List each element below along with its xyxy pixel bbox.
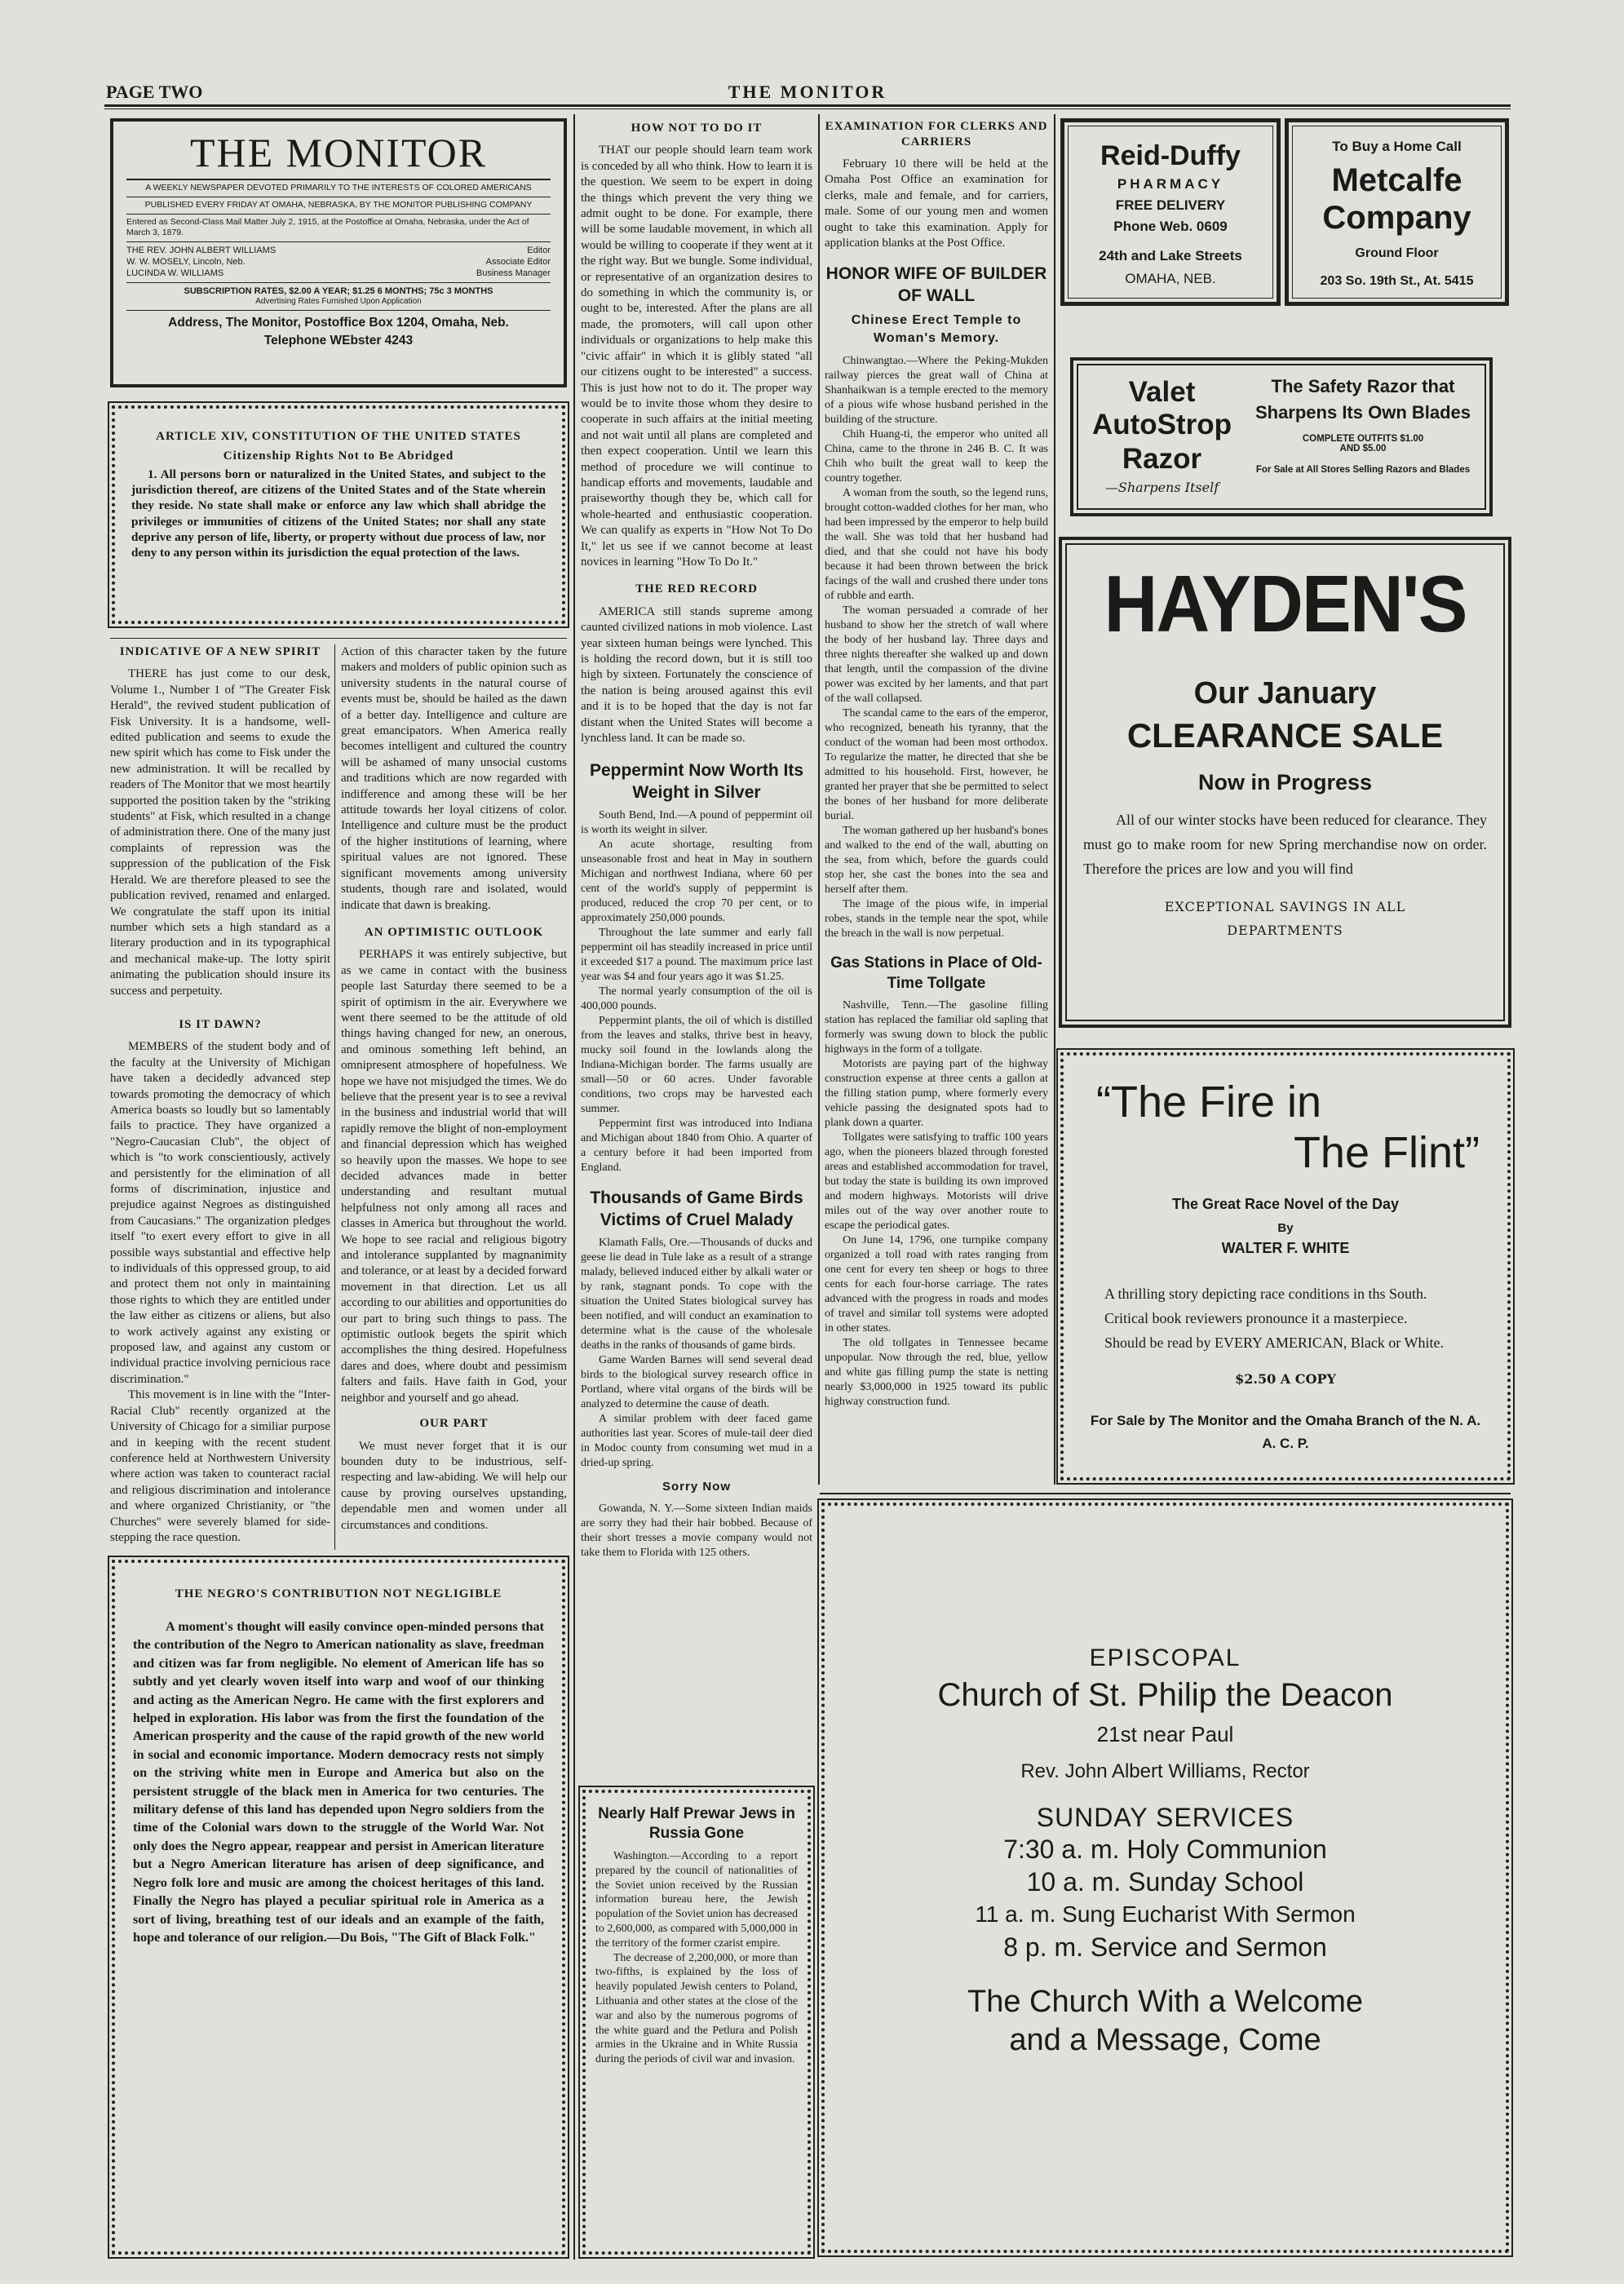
- staff-role-1: Editor: [527, 246, 551, 255]
- flint-author: WALTER F. WHITE: [1221, 1240, 1350, 1256]
- autostrop-outfits1: COMPLETE OUTFITS $1.00: [1302, 434, 1424, 444]
- dawn-p1: MEMBERS of the student body and of the faculty at the University of Michigan have taken a decidedly advanced step towards promoting the democracy of which America boasts so loudly but so lamentably fails to practice. They have organized a "Negro-Caucasian Club", the object of which is "to work conscientiously, actively and persistently for the elimination of all forms of discrimination, injustice and prejudice against Negroes as distinguished from Caucasians." The organization pledges itself "to exert every effort to give in all possible ways substantial and effective help to individuals of this oppressed group, to aid and protect them not only in maintaining those rights to which they are entitled under the law either as citizens or aliens, but also to work actively against any existing or proposed law, and against any custom or individual practice involving pernicious race discrimination.": [110, 1040, 330, 1386]
- page-header: [106, 82, 1509, 106]
- flint-b2: Critical book reviewers pronounce it a masterpiece.: [1104, 1310, 1408, 1326]
- honor-p3: A woman from the south, so the legend runs, brought cotton-wadded clothes for her man, who had been impressed by the emperor to help build the wall. She was told that her husband had died, and that she could not have his body because it had been thrown between the brick facings of the wall and crushed there under tons of rubble and earth.: [825, 487, 1048, 603]
- honor-p2: Chih Huang-ti, the emperor who united all China, came to the throne in 246 B. C. It was Chih who built the great wall to keep the country together.: [825, 428, 1048, 485]
- peppermint-p6: Peppermint first was introduced into Indiana and Michigan about 1840 from Ohio. A quarter of a century before it had been imported from England.: [581, 1118, 812, 1175]
- column-d: [816, 114, 1048, 1485]
- column-rule-1: [573, 114, 575, 2260]
- honor-subtitle: Chinese Erect Temple to Woman's Memory.: [851, 313, 1022, 346]
- prewar-body: [595, 1848, 798, 2066]
- church-l7: and a Message, Come: [1009, 2023, 1321, 2057]
- haydens-line1: Our January: [1193, 676, 1377, 710]
- rule-above-church: [820, 1493, 1511, 1494]
- autostrop-name3: Razor: [1122, 443, 1202, 475]
- gamebirds-p1: Klamath Falls, Ore.—Thousands of ducks and geese lie dead in Tule lake as a result of a strange malady, believed induced either by alkali water or by rank, stagnant ponds. To cope with the situation the United States biological survey has been notified, and will conduct an examination to determine what is the cause of the wholesale deaths in the ranks of thousands of game birds.: [581, 1237, 812, 1352]
- masthead-tagline: A WEEKLY NEWSPAPER DEVOTED PRIMARILY TO THE INTERESTS OF COLORED AMERICANS: [145, 183, 532, 193]
- exam-title: EXAMINATION FOR CLERKS AND CARRIERS: [825, 120, 1048, 148]
- sorrynow-title: Sorry Now: [662, 1480, 731, 1494]
- church-l6: The Church With a Welcome: [967, 1985, 1364, 2019]
- gas-p2: Motorists are paying part of the highway construction expense at three cents a gallon at the filling station pump, where formerly every vehicle passing the designated spots had to plank down a quarter.: [825, 1058, 1048, 1130]
- gamebirds-body: [581, 1236, 812, 1471]
- honor-p7: The image of the pious wife, in imperial robes, stands in the temple near the spot, while the breach in the wall is now perpetual.: [825, 898, 1048, 941]
- church-l1: EPISCOPAL: [1089, 1644, 1241, 1671]
- flint-sub: The Great Race Novel of the Day: [1171, 1196, 1400, 1212]
- metcalfe-ad: [1285, 118, 1509, 306]
- flint-b1: A thrilling story depicting race conditions in ths South.: [1104, 1286, 1427, 1302]
- indicative-p2: Action of this character taken by the future makers and molders of public opinion such as university students in the natural course of events must be, should be hailed as the dawn of a better day. Intelligence and culture are great emancipators. When America really becomes intelligent and cultured the country will be ashamed of many unsocial customs and traditions which are now regarded with indifference and among these will be her attitude towards her loyal citizens of color. Intelligence and culture must be the product of the higher institutions of learning, where spiritual values are not ignored. These significant movements among university students, though rare and isolated, would indicate that dawn is breaking.: [341, 645, 567, 912]
- flint-title1: “The Fire in: [1096, 1078, 1322, 1127]
- peppermint-p3: Throughout the late summer and early fall peppermint oil has steadily increased in price until it exceeded $17 a pound. The maximum price last year was $4 and four years ago it was $1.25.: [581, 927, 812, 984]
- gas-title: Gas Stations in Place of Old-Time Tollgate: [830, 954, 1042, 993]
- contribution-box: [112, 1560, 565, 2255]
- autostrop-name1: Valet: [1128, 376, 1196, 408]
- masthead-entered: Entered as Second-Class Mail Matter July 2, 1915, at the Postoffice at Omaha, Nebraska, under the Act of March 3, 1879.: [126, 217, 529, 237]
- optimistic-p1: PERHAPS it was entirely subjective, but as we came in contact with the business people last Saturday there seemed to be a spirit of optimism in the air. Everywhere we went there seemed to be the attitude of old things having changed for new, an onerous, and ominous something left behind, an omnipresent atmosphere of hopefulness. We hope we have not misjudged the times. We do believe that the present year is to see a revival in the business and industrial world that will rapidly remove the blight of non-employment and financial depression which has weighed so heavily upon the masses. We hope to see decided advances made in better understanding and resultant mutual helpfulness not only among all races and classes in America but throughout the world. We hope to see racial and religious bigotry and intolerance supplanted by magnanimity and tolerance, or at least by a decided forward movement in that direction. Let us all according to our abilities and opportunities do our part to bring such things to pass. The optimistic outlook begets the spirit which accomplishes the thing desired. Hopefulness dares and does, where doubt and pessimism falters and fails. Have faith in God, your neighbor and yourself and go ahead.: [341, 948, 567, 1405]
- church-s4: 8 p. m. Service and Sermon: [1003, 1932, 1327, 1962]
- masthead-rates: SUBSCRIPTION RATES, $2.00 A YEAR; $1.25 6 MONTHS; 75c 3 MONTHS: [184, 286, 493, 296]
- gas-p5: The old tollgates in Tennessee became unpopular. Now through the red, blue, yellow and white gas filling pump the state is netting nearly $3,000,000 in 1925 toward its public highway construction fund.: [825, 1337, 1048, 1409]
- masthead-published: PUBLISHED EVERY FRIDAY AT OMAHA, NEBRASKA, BY THE MONITOR PUBLISHING COMPANY: [144, 200, 533, 210]
- honor-title: HONOR WIFE OF BUILDER OF WALL: [825, 264, 1047, 306]
- gamebirds-title: Thousands of Game Birds Victims of Cruel Malady: [590, 1188, 803, 1230]
- indicative-p1: THERE has just come to our desk, Volume 1., Number 1 of "The Greater Fisk Herald", the revived student publication of Fisk University. It is a handsome, well-edited publication and seems to exude the new spirit which has come to Fisk under the new administration. It will be recalled by readers of The Monitor that we most heartily supported the position taken by the "striking students" at Fisk, which resulted in a change of administration there. One of the many just complaints of repression was the suppression of the publication of the Fisk Herald. We are therefore pleased to see the publication revived, renamed and enlarged. We congratulate the staff upon its initial number which sets a high standard as a literary production and in its typographical and mechanical make-up. The lotty spirit animating the publication should insure its success and perpetuity.: [110, 667, 330, 998]
- peppermint-p4: The normal yearly consumption of the oil is 400,000 pounds.: [581, 985, 812, 1013]
- staff-name-2: W. W. MOSELY, Lincoln, Neb.: [126, 257, 246, 267]
- metcalfe-line1: To Buy a Home Call: [1332, 139, 1462, 154]
- peppermint-title: Peppermint Now Worth Its Weight in Silver: [589, 761, 804, 803]
- peppermint-p1: South Bend, Ind.—A pound of peppermint oil is worth its weight in silver.: [581, 809, 812, 837]
- haydens-body: All of our winter stocks have been reduced for clearance. They must go to make room for new Spring merchandise now on order. Therefore the prices are low and you will find: [1083, 812, 1487, 877]
- honor-p6: The woman gathered up her husband's bones and walked to the end of the wall, abutting on the sea, from which, before the guards could stop her, she cast the bones into the sea and herself after them.: [825, 825, 1048, 896]
- constitution-title: ARTICLE XIV, CONSTITUTION OF THE UNITED STATES: [156, 430, 521, 443]
- peppermint-p5: Peppermint plants, the oil of which is distilled from the leaves and stalks, thrive best in heavy, mucky soil found in the lowlands along the Indiana-Michigan border. The farms usually are small—50 or 60 acres. Under favorable conditions, two crops may be harvested each summer.: [581, 1015, 812, 1116]
- flint-ad: [1060, 1052, 1511, 1481]
- church-l3: 21st near Paul: [1096, 1722, 1234, 1746]
- haydens-line3: Now in Progress: [1197, 770, 1373, 795]
- honor-p1: Chinwangtao.—Where the Peking-Mukden railway pierces the great wall of China at Shanhaikwan is a temple erected to the memory of a pious wife whose husband perished in the building of the structure.: [825, 355, 1048, 427]
- contribution-body: A moment's thought will easily convince open-minded persons that the contribution of the Negro to American nationality as slave, freedman and citizen was far from negligible. No element of American life has so subtly and yet clearly woven itself into warp and woof of our thinking and acting as the American Negro. He came with the first explorers and helped in exploration. His labor was from the first the foundation of the American prosperity and the cause of the rapid growth of the new world in social and economic importance. Modern democracy rests not simply on the striving white men in Europe and America but also on the persistent struggle of the black men in America for two centuries. The military defense of this land has depended upon Negro soldiers from the time of the Colonial wars down to the struggle of the World War. Not only does the Negro appear, reappear and persist in American literature but a Negro American literature has arisen of deep significance, and Negro folk lore and music are among the choicest heritages of this land. Finally the Negro has played a peculiar spiritual role in America as a sort of living, breathing test of our ideals and an example of the faith, hope and tolerance of our religion.—Du Bois, "The Gift of Black Folk.": [133, 1619, 544, 1945]
- haydens-line2: CLEARANCE SALE: [1126, 716, 1444, 755]
- reidduffy-line1: PHARMACY: [1117, 176, 1224, 192]
- dawn-title: IS IT DAWN?: [179, 1017, 262, 1031]
- metcalfe-name1: Metcalfe: [1331, 162, 1462, 198]
- autostrop-sale: For Sale at All Stores Selling Razors and Blades: [1255, 465, 1471, 475]
- church-s2: 10 a. m. Sunday School: [1026, 1867, 1304, 1897]
- indicative-title: INDICATIVE OF A NEW SPIRIT: [119, 645, 321, 658]
- autostrop-tag: —Sharpens Itself: [1104, 480, 1219, 495]
- metcalfe-floor: Ground Floor: [1355, 246, 1439, 260]
- exam-p1: February 10 there will be held at the Omaha Post Office an examination for clerks, male and female, and for carriers, male. Some of our young men and women ought to take this examination. Apply for application blanks at the Post Office.: [825, 157, 1048, 250]
- column-rule-ab: [334, 644, 335, 1550]
- gamebirds-p3: A similar problem with deer faced game authorities last year. Scores of mule-tail deer died in Modoc county from consuming wet mud in a dried-up spring.: [581, 1413, 812, 1470]
- peppermint-body: [581, 808, 812, 1175]
- masthead-phone: Telephone WEbster 4243: [263, 334, 414, 347]
- constitution-body: 1. All persons born or naturalized in the United States, and subject to the jurisdiction thereof, are citizens of the United States and of the State wherein they reside. No state shall make or enforce any law which shall abridge the privileges or immunities of citizens of the United States; nor shall any state deprive any person of life, liberty, or property without due process of law, nor deny to any person within its jurisdiction the equal protection of the laws.: [131, 467, 546, 560]
- honor-body: [825, 354, 1048, 941]
- masthead-address: Address, The Monitor, Postoffice Box 1204, Omaha, Neb.: [168, 316, 509, 330]
- flint-b3: Should be read by EVERY AMERICAN, Black or White.: [1104, 1335, 1444, 1351]
- staff-name-1: THE REV. JOHN ALBERT WILLIAMS: [126, 246, 277, 255]
- church-l2: Church of St. Philip the Deacon: [937, 1677, 1393, 1713]
- flint-by: By: [1277, 1221, 1294, 1235]
- metcalfe-addr: 203 So. 19th St., At. 5415: [1320, 274, 1474, 288]
- constitution-subtitle: Citizenship Rights Not to Be Abridged: [223, 449, 454, 463]
- paper-name: THE MONITOR: [728, 82, 887, 102]
- ourpart-p1: We must never forget that it is our bounden duty to be industrious, self-respecting and law-abiding. We will help our cause by proving ourselves upstanding, dependable men and women under all circumstances and conditions.: [341, 1439, 567, 1532]
- autostrop-left: [1086, 377, 1237, 495]
- honor-p5: The scandal came to the ears of the emperor, who recognized, beneath his tyranny, that the conduct of the woman had been most orthodox. To regularize the matter, he directed that she be admitted to his household. First, however, he granted her prayer that she be permitted to select the bones of her husband for more deliberate burial.: [825, 707, 1048, 823]
- staff-role-2: Associate Editor: [485, 257, 551, 267]
- redrecord-title: THE RED RECORD: [635, 582, 758, 596]
- rule-under-constitution: [110, 638, 567, 639]
- autostrop-name2: AutoStrop: [1091, 409, 1232, 440]
- prewar-box: [582, 1790, 811, 2255]
- haydens-footer1: EXCEPTIONAL SAVINGS IN ALL: [1164, 899, 1406, 914]
- flint-sale: For Sale by The Monitor and the Omaha Branch of the N. A. A. C. P.: [1090, 1413, 1481, 1451]
- flint-title2: The Flint”: [1293, 1128, 1480, 1177]
- gas-p4: On June 14, 1796, one turnpike company organized a toll road with rates ranging from one cent for every ten sheep or hogs to three cents for each four-horse carriage. The rates advanced with the progress in roads and modes of travel and similar toll systems were adopted in other states.: [825, 1234, 1048, 1335]
- autostrop-ad: [1070, 357, 1493, 516]
- reidduffy-phone: Phone Web. 0609: [1113, 219, 1228, 234]
- church-ad: [821, 1503, 1509, 2253]
- contribution-title: THE NEGRO'S CONTRIBUTION NOT NEGLIGIBLE: [175, 1587, 502, 1600]
- howto-title: HOW NOT TO DO IT: [631, 122, 763, 135]
- gas-p1: Nashville, Tenn.—The gasoline filling station has replaced the familiar old sapling that formerly was swung down to block the public highways in the form of a tollgate.: [825, 999, 1048, 1056]
- autostrop-right: [1245, 374, 1481, 476]
- haydens-ad: [1059, 537, 1511, 1028]
- metcalfe-name2: Company: [1322, 200, 1471, 236]
- reidduffy-addr1: 24th and Lake Streets: [1099, 248, 1242, 263]
- masthead-adv: Advertising Rates Furnished Upon Application: [255, 297, 422, 306]
- reidduffy-line2: FREE DELIVERY: [1115, 197, 1226, 213]
- masthead-staff: [126, 245, 551, 279]
- dawn-p2: This movement is in line with the "Inter-Racial Club" recently organized at the University of Chicago for a similiar purpose and in keeping with the recent student conference held at Northwestern University where action was taken to counteract racial and religious discrimination and intolerance and where organized Christianity, or "the Churches" were severely blamed for side-stepping the race question.: [110, 1388, 330, 1544]
- reidduffy-name: Reid-Duffy: [1100, 140, 1241, 171]
- flint-price: $2.50 A COPY: [1235, 1371, 1336, 1387]
- reidduffy-ad: [1060, 118, 1281, 306]
- gas-p3: Tollgates were satisfying to traffic 100 years ago, when the pioneers blazed through forested areas and established accommodation for travel, but today the state is building its own improved and modern highways. Motorists will drive miles out of the way over another route to escape the periodical gates.: [825, 1131, 1048, 1233]
- sorrynow-body: [581, 1502, 812, 1560]
- page-label: PAGE TWO: [106, 82, 203, 102]
- peppermint-p2: An acute shortage, resulting from unseasonable frost and heat in May in southern Michigan and northwest Indiana, where 60 per cent of the world's supply of peppermint is produced, reduced the crop 70 per cent, or to approximately 250,000 pounds.: [581, 839, 812, 925]
- sorrynow-p1: Gowanda, N. Y.—Some sixteen Indian maids are sorry they had their hair bobbed. Because of their short tresses a movie company would not take them to Florida with 125 others.: [581, 1502, 812, 1559]
- header-rule-thin: [104, 108, 1511, 109]
- column-c: [581, 114, 812, 1778]
- autostrop-headline: The Safety Razor that Sharpens Its Own Blades: [1255, 376, 1471, 423]
- church-l4: Rev. John Albert Williams, Rector: [1020, 1760, 1310, 1782]
- honor-p4: The woman persuaded a comrade of her husband to show her the stretch of wall where the body of her husband lay. Three days and three nights thereafter she walked up and down that length, until the compassion of the divine power was excited by her laments, and that part of the wall collapsed.: [825, 604, 1048, 706]
- gamebirds-p2: Game Warden Barnes will send several dead birds to the biological survey research office in Portland, where vital organs of the birds will be analyzed to determine the cause of death.: [581, 1354, 812, 1411]
- staff-role-3: Business Manager: [476, 268, 551, 278]
- autostrop-outfits2: AND $5.00: [1339, 444, 1387, 454]
- prewar-title: Nearly Half Prewar Jews in Russia Gone: [598, 1805, 795, 1842]
- church-s1: 7:30 a. m. Holy Communion: [1003, 1835, 1327, 1864]
- haydens-name: HAYDEN'S: [1104, 559, 1467, 648]
- constitution-box: [112, 405, 565, 624]
- column-b: [341, 644, 567, 1550]
- howto-p1: THAT our people should learn team work is conceded by all who think. How to learn it is the question. We seem to be expert in doing the things which prevent the very thing we admit ought to be done. For example, there will be some laudable movement, in which all would be willing to cooperate if they went at it the right way. But we bungle. Some individual, or representative of an organization desires to do something in which the community is, or ought to be, interested. After the plans are all made, the promoters, will call upon other individuals or organizations to help make this "civic affair" in which it is glibly stated "all our citizens ought to be interested" a success. This is just how not to do it. The proper way would be to invite those whom they desire to cooperate in such affairs at the initial meeting and not wait until all plans are completed and then expect cooperation. Until we learn this method of procedure we will continue to handicap efforts and movements, laudable and praiseworthy though they be, which call for whole-hearted and enthusiastic cooperation. We can qualify as experts in "How Not To Do It," let us see if we cannot become at least novices in learning "How To Do It.": [581, 144, 812, 569]
- church-s3: 11 a. m. Sung Eucharist With Sermon: [975, 1901, 1356, 1927]
- staff-name-3: LUCINDA W. WILLIAMS: [126, 268, 224, 278]
- redrecord-p1: AMERICA still stands supreme among caunted civilized nations in mob violence. Last year sixteen human beings were lynched. This is holding the record down, but it is still too high by sixteen. Fortunately the conscience of the nation is being aroused against this evil and it is to be hoped that the day is not far distant when the United States will become a lynchless land. It can be made so.: [581, 604, 812, 746]
- gas-body: [825, 998, 1048, 1410]
- header-rule: [104, 104, 1511, 107]
- column-rule-3: [1054, 114, 1055, 1485]
- reidduffy-addr2: OMAHA, NEB.: [1125, 271, 1216, 286]
- church-l5: SUNDAY SERVICES: [1036, 1803, 1294, 1832]
- ourpart-title: OUR PART: [419, 1417, 489, 1431]
- column-a: [110, 644, 330, 1550]
- optimistic-title: AN OPTIMISTIC OUTLOOK: [364, 925, 544, 939]
- prewar-p2: The decrease of 2,200,000, or more than two-fifths, is explained by the loss of heavily populated Jewish centers to Poland, Lithuania and other states at the close of the war and also by the numerous pogroms of the white guard and the Petlura and Polish armies in the Ukraine and in White Russia during the periods of civil war and invasion.: [595, 1950, 798, 2065]
- masthead-title: THE MONITOR: [189, 130, 488, 175]
- haydens-footer2: DEPARTMENTS: [1227, 923, 1343, 938]
- masthead-box: [110, 118, 567, 387]
- prewar-p1: Washington.—According to a report prepared by the council of nationalities of the Soviet union received by the Russian information bureau here, the Jewish population of the Soviet union has decreased to 2,600,000, as compared with 5,000,000 in the territory of the former czarist empire.: [595, 1849, 798, 1949]
